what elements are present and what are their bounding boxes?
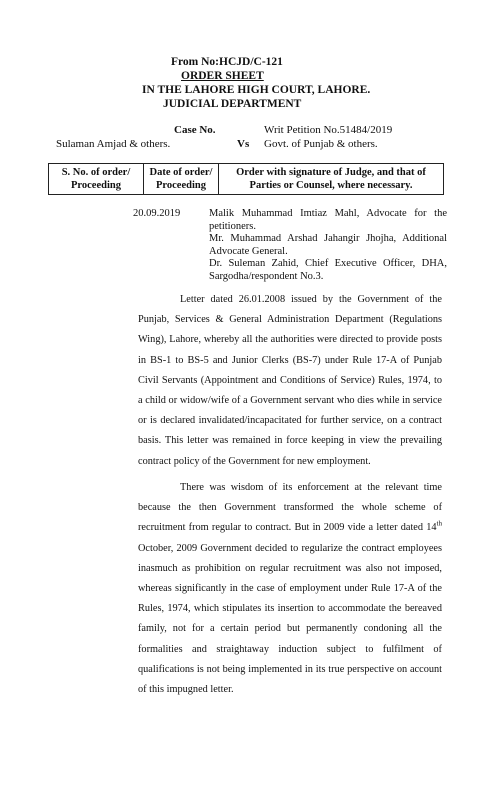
order-date: 20.09.2019 [133,208,181,219]
department-name: JUDICIAL DEPARTMENT [163,98,302,110]
respondent-name: Govt. of Punjab & others. [264,138,378,150]
versus-label: Vs [237,138,250,150]
col-serial-line2: Proceeding [71,180,121,191]
para2-superscript: th [436,519,442,528]
appearance-aag: Mr. Muhammad Arshad Jahangir Jhojha, Additional Advocate General. [209,233,447,257]
para2-text-b: October, 2009 Government decided to regularize the contract employees inasmuch as prohibition on regular recruitment was also not imposed, whereas significantly in the case of employment under Rule 17-A of the Rules, 1974, which stipulates its insertion to accommodate the bereaved family, not for a certain period but permanently condoning all the formalities and straightaway induction subject to fulfilment of qualifications is not being implemented in its true perspective on account of this impugned letter. [138,542,442,696]
appearance-petitioner-counsel: Malik Muhammad Imtiaz Mahl, Advocate for the petitioners. [209,208,447,232]
court-name: IN THE LAHORE HIGH COURT, LAHORE. [142,84,371,96]
order-paragraph-1: Letter dated 26.01.2008 issued by the Government of the Punjab, Services & General Administration Department (Regulations Wing), Lahore, whereby all the authorities were directed to provide posts in BS-1 to BS-5 and Junior Clerks (BS-7) under Rule 17-A of Punjab Civil Servants (Appointment and Conditions of Service) Rules, 1974, to a child or widow/wife of a Government servant who dies while in service or is declared invalidated/incapacitated for further service, on a contract basis. This letter was remained in force keeping in view the prevailing contract policy of the Government for new employment. [138,294,442,467]
col-order-header [219,164,444,195]
col-date-line1: Date of order/ [149,167,213,178]
col-order-line2: Parties or Counsel, where necessary. [249,180,413,191]
col-serial-header [49,164,144,195]
col-serial-line1: S. No. of order/ [61,167,131,178]
para2-text-a: There was wisdom of its enforcement at the relevant time because the then Government transformed the whole scheme of recruitment from regular to contract. But in 2009 vide a letter dated 14 [138,482,442,534]
appearance-respondent: Dr. Suleman Zahid, Chief Executive Officer, DHA, Sargodha/respondent No.3. [209,258,447,282]
petitioner-name: Sulaman Amjad & others. [56,138,171,150]
order-paragraph-2 [138,478,442,700]
col-date-line2: Proceeding [156,180,206,191]
order-sheet-title: ORDER SHEET [181,70,264,82]
col-date-header [144,164,219,195]
from-number: From No:HCJD/C-121 [171,56,283,68]
col-order-line1: Order with signature of Judge, and that of [236,167,426,178]
case-no-value: Writ Petition No.51484/2019 [264,124,393,136]
order-table-header [48,163,444,195]
case-no-label: Case No. [174,124,216,136]
